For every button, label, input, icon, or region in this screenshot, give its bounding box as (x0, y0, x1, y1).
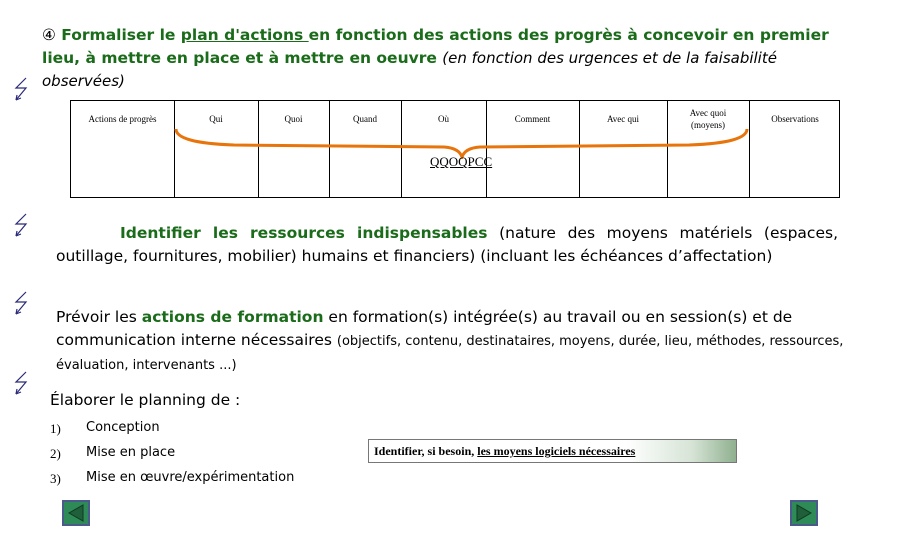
training-bold: actions de formation (141, 308, 324, 326)
column-header: Avec qui (606, 114, 640, 124)
planning-number: 1) (50, 421, 61, 436)
column-header: Comment (514, 114, 551, 124)
training-details: (objectifs, contenu, destinataires, moyens, durée, lieu, méthodes, ressources, évaluation, intervenants ...) (56, 334, 844, 373)
planning-item: Mise en place (86, 445, 176, 460)
brace-label: QQOQPCC (430, 154, 493, 169)
column-header: Où (438, 114, 449, 124)
resources-rest: (nature des moyens matériels (espaces, outillage, fournitures, mobilier) humains et financiers) (incluant les échéances d’affectation) (56, 224, 838, 265)
planning-item: Mise en œuvre/expérimentation (86, 470, 295, 485)
bullet-arrow-icon (12, 290, 32, 316)
bullet-arrow-icon (12, 76, 32, 102)
action-plan-table (70, 100, 840, 198)
planning-title: Élaborer le planning de : (50, 391, 241, 409)
training-paragraph (56, 306, 846, 377)
training-rest: en formation(s) intégrée(s) au travail ou en session(s) et de communication interne nécessaires (56, 308, 793, 349)
bullet-arrow-icon (12, 212, 32, 238)
triangle-left-icon (64, 502, 88, 524)
training-lead: Prévoir les (56, 308, 142, 326)
resources-bold: Identifier les ressources indispensables (120, 224, 488, 242)
column-header: Actions de progrès (88, 114, 157, 124)
resources-paragraph (56, 222, 838, 268)
section-heading (42, 24, 862, 93)
column-header: Avec quoi (moyens) (689, 108, 727, 130)
circled-number: ④ (42, 26, 56, 44)
previous-button[interactable] (62, 500, 90, 526)
heading-note: (en fonction des urgences et de la faisabilité observées) (42, 49, 777, 90)
software-tools-box (368, 439, 737, 463)
next-button[interactable] (790, 500, 818, 526)
column-header: Observations (771, 114, 819, 124)
heading-text-1: Formaliser le (55, 26, 181, 44)
bullet-arrow-icon (12, 370, 32, 396)
planning-number: 3) (50, 471, 61, 486)
triangle-right-icon (792, 502, 816, 524)
planning-item: Conception (86, 420, 160, 435)
column-header: Quand (353, 114, 377, 124)
planning-number: 2) (50, 446, 61, 461)
tools-underlined: les moyens logiciels nécessaires (477, 444, 636, 458)
tools-lead: Identifier, si besoin, (374, 444, 478, 458)
column-header: Quoi (284, 114, 303, 124)
column-header: Qui (209, 114, 223, 124)
heading-text-2: en fonction des actions des progrès à concevoir en premier lieu, à mettre en place et à mettre en oeuvre (42, 26, 829, 67)
heading-underlined: plan d'actions (180, 26, 309, 44)
